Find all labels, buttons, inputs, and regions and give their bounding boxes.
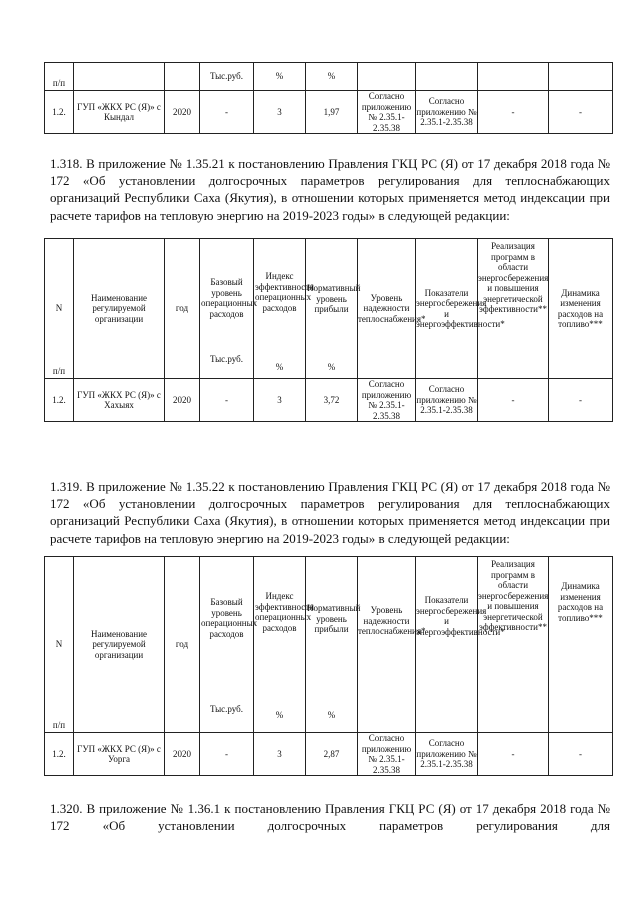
col-year: год [165,557,200,733]
col-norm: Нормативный уровень прибыли [307,283,361,314]
unit-thousand-rub: Тыс.руб. [200,63,254,91]
reliability: Согласно приложению № 2.35.1-2.35.38 [358,91,416,134]
table-row [45,91,613,134]
table-row [45,379,613,422]
col-base: Базовый уровень операционных расходов [201,277,258,319]
col-reliability: Уровень надежности теплоснабжения* [358,557,416,733]
col-n: N [55,303,63,314]
row-num: 1.2. [45,91,74,134]
year: 2020 [165,91,200,134]
col-npp: п/п [45,63,74,91]
unit-thousand-rub: Тыс.руб. [210,353,243,364]
year: 2020 [165,379,200,422]
paragraph-1-320: 1.320. В приложение № 1.36.1 к постановлению Правления ГКЦ РС (Я) от 17 декабря 2018 года № 172 «Об установлении долгосрочных параметров регулирования для [50,801,610,834]
base-level: - [200,91,254,134]
col-index: Индекс эффективности операционных расходов [255,271,314,313]
index-value: 3 [254,733,306,776]
org-name: ГУП «ЖКХ РС (Я)» с Уорга [74,733,165,776]
col-dynamics: Динамика изменения расходов на топливо*** [549,557,613,733]
row-num: 1.2. [45,379,74,422]
year: 2020 [165,733,200,776]
base-level: - [200,379,254,422]
col-program: Реализация программ в области энергосбережения и повышения энергетической эффективности** [478,557,549,733]
unit-percent: % [327,361,336,372]
program: - [478,379,549,422]
col-reliability: Уровень надежности теплоснабжения* [358,239,416,379]
reliability: Согласно приложению № 2.35.1-2.35.38 [358,733,416,776]
energy-indicators: Согласно приложению № 2.35.1-2.35.38 [416,733,478,776]
col-name: Наименование регулируемой организации [74,557,165,733]
base-level: - [200,733,254,776]
unit-percent: % [275,361,284,372]
col-index: Индекс эффективности операционных расходов [255,591,314,633]
norm-value: 1,97 [306,91,358,134]
unit-percent: % [327,709,336,720]
dynamics: - [549,91,613,134]
paragraph-1-318: 1.318. В приложение № 1.35.21 к постановлению Правления ГКЦ РС (Я) от 17 декабря 2018 года № 172 «Об установлении долгосрочных параметров регулирования для теплоснабжающих организаций Республики Саха (Якутия), в отношении которых применяется метод индексации при расчете тарифов на тепловую энергию на 2019-2023 годы» в следующей редакции: [50,156,610,223]
energy-indicators: Согласно приложению № 2.35.1-2.35.38 [416,91,478,134]
dynamics: - [549,733,613,776]
unit-thousand-rub: Тыс.руб. [210,703,243,714]
unit-percent: % [306,63,358,91]
row-num: 1.2. [45,733,74,776]
col-energy: Показатели энергосбережения и энергоэффективности* [416,557,478,733]
norm-value: 2,87 [306,733,358,776]
col-program: Реализация программ в области энергосбережения и повышения энергетической эффективности** [478,239,549,379]
col-energy: Показатели энергосбережения и энергоэффективности* [416,239,478,379]
table-1-319 [44,556,613,776]
unit-percent: % [254,63,306,91]
dynamics: - [549,379,613,422]
paragraph-1-319: 1.319. В приложение № 1.35.22 к постановлению Правления ГКЦ РС (Я) от 17 декабря 2018 года № 172 «Об установлении долгосрочных параметров регулирования для теплоснабжающих организаций Республики Саха (Якутия), в отношении которых применяется метод индексации при расчете тарифов на тепловую энергию на 2019-2023 годы» в следующей редакции: [50,479,610,546]
unit-percent: % [275,709,284,720]
col-norm: Нормативный уровень прибыли [307,603,361,634]
col-year: год [165,239,200,379]
col-dynamics: Динамика изменения расходов на топливо*** [549,239,613,379]
col-npp: п/п [52,719,66,730]
org-name: ГУП «ЖКХ РС (Я)» с Хахыях [74,379,165,422]
index-value: 3 [254,379,306,422]
program: - [478,733,549,776]
norm-value: 3,72 [306,379,358,422]
table-1-318 [44,238,613,422]
table-row [45,733,613,776]
energy-indicators: Согласно приложению № 2.35.1-2.35.38 [416,379,478,422]
program: - [478,91,549,134]
org-name: ГУП «ЖКХ РС (Я)» с Кындал [74,91,165,134]
index-value: 3 [254,91,306,134]
reliability: Согласно приложению № 2.35.1-2.35.38 [358,379,416,422]
top-table [44,62,613,134]
col-base: Базовый уровень операционных расходов [201,597,258,639]
col-n: N [55,639,63,650]
col-name: Наименование регулируемой организации [74,239,165,379]
col-npp: п/п [52,365,66,376]
